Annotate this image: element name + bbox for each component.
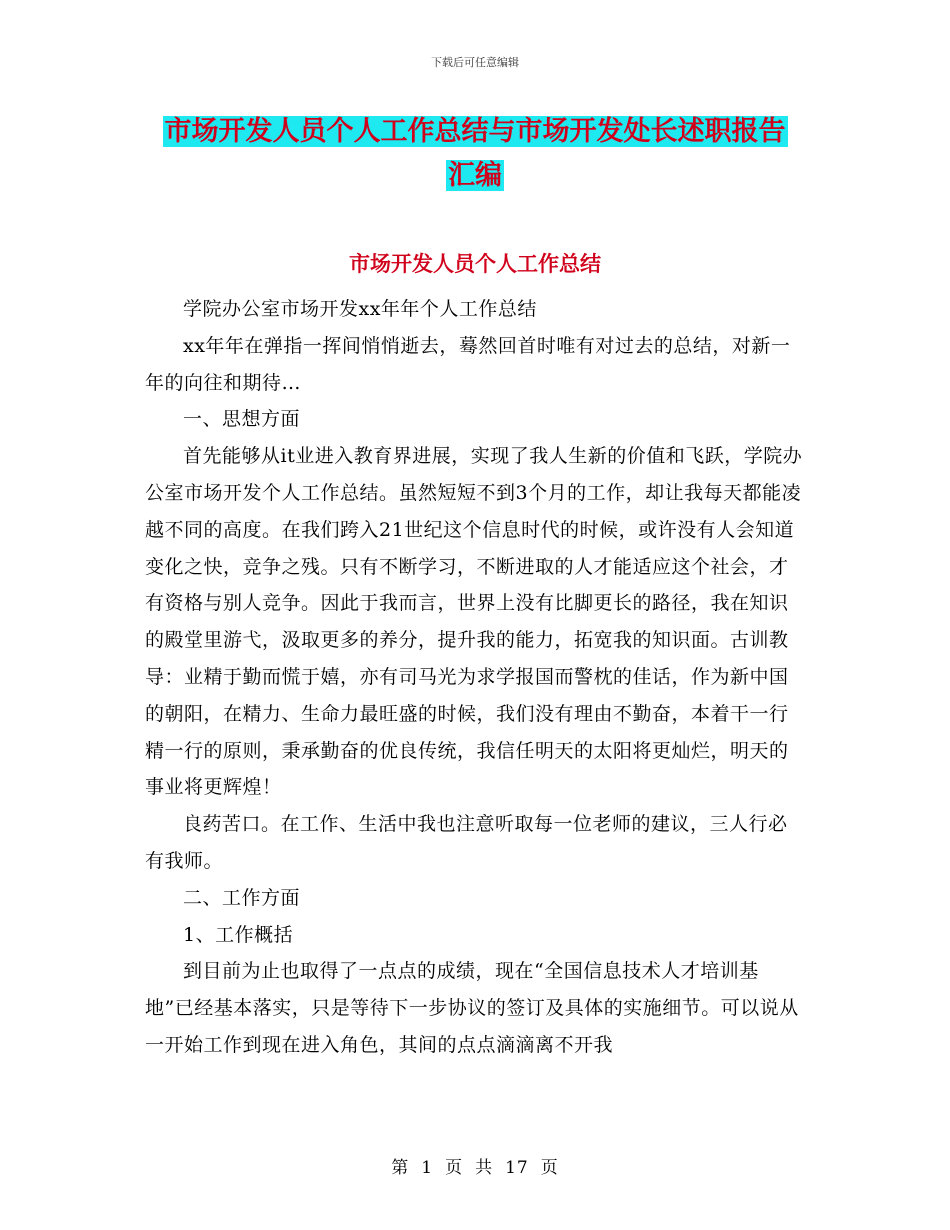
section-title: 市场开发人员个人工作总结: [349, 252, 601, 276]
footer-total-unit: 页: [540, 1158, 559, 1178]
header-note: 下载后可任意编辑: [431, 56, 519, 69]
title-line-2: 汇编: [448, 160, 502, 191]
paragraph: 首先能够从it业进入教育界进展，实现了我人生新的价值和飞跃，学院办公室市场开发个人工作总结。虽然短短不到3个月的工作，却让我每天都能凌越不同的高度。在我们跨入21世纪这个信息时代的时候，或许没有人会知道变化之快，竞争之残。只有不断学习，不断进取的人才能适应这个社会，才有资格与别人竞争。因此于我而言，世界上没有比脚更长的路径，我在知识的殿堂里游弋，汲取更多的养分，提升我的能力，拓宽我的知识面。古训教导：业精于勤而慌于嬉，亦有司马光为求学报国而警枕的佳话，作为新中国的朝阳，在精力、生命力最旺盛的时候，我们没有理由不勤奋，本着干一行精一行的原则，秉承勤奋的优良传统，我信任明天的太阳将更灿烂，明天的事业将更辉煌！: [145, 445, 803, 799]
page-number: 1: [421, 1158, 434, 1178]
total-pages: 17: [505, 1158, 529, 1178]
document-title: [0, 110, 950, 198]
paragraph-heading: 一、思想方面: [183, 408, 301, 431]
paragraph: 良药苦口。在工作、生活中我也注意听取每一位老师的建议，三人行必有我师。: [145, 813, 788, 872]
title-line-1: 市场开发人员个人工作总结与市场开发处长述职报告: [164, 116, 786, 147]
paragraph: 到目前为止也取得了一点点的成绩，现在“全国信息技术人才培训基地”已经基本落实，只是等待下一步协议的签订及具体的实施细节。可以说从一开始工作到现在进入角色，其间的点点滴滴离不开我: [145, 960, 799, 1056]
footer-page-unit: 页: [445, 1158, 464, 1178]
page-footer: [0, 1153, 950, 1178]
document-body: [145, 291, 805, 1064]
paragraph-heading: 二、工作方面: [183, 886, 301, 909]
paragraph: 学院办公室市场开发xx年年个人工作总结: [183, 298, 537, 320]
footer-prefix: 第: [391, 1158, 410, 1178]
paragraph-subheading: 1、工作概括: [183, 923, 294, 946]
paragraph: xx年年在弹指一挥间悄悄逝去，蓦然回首时唯有对过去的总结，对新一年的向往和期待…: [145, 334, 791, 394]
footer-total-prefix: 共: [475, 1158, 494, 1178]
